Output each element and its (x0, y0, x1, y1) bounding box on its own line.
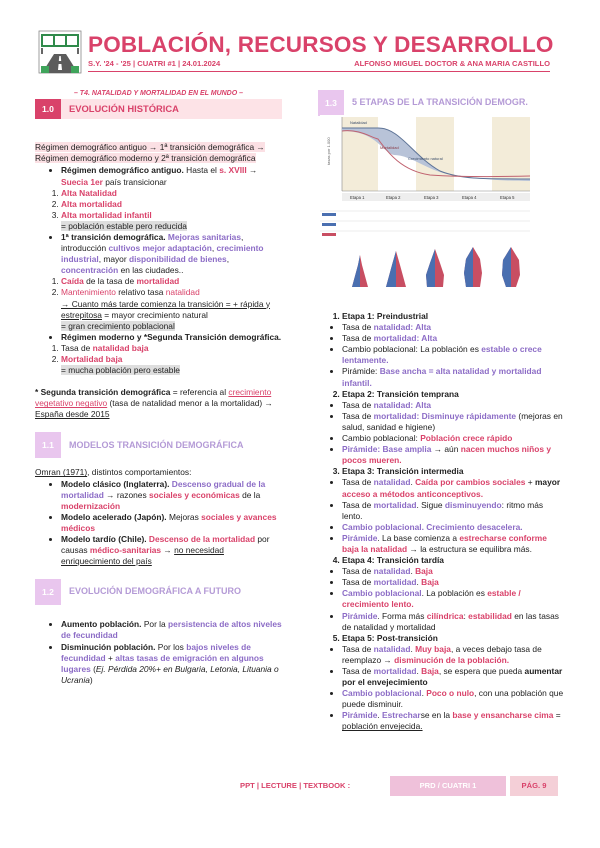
section-1-2-header (35, 579, 282, 605)
legend-mortalidad: Mortalidad (380, 145, 399, 150)
list-item: • Cambio poblacional. Crecimiento desacelera. (342, 522, 565, 533)
highway-sign-icon (38, 30, 82, 74)
demographic-transition-figure (320, 115, 532, 293)
list-item: • Modelo acelerado (Japón). Mejoras sociales y avances médicos (61, 512, 282, 534)
list-item: • Modelo clásico (Inglaterra). Descenso gradual de la mortalidad → razones sociales y económicas de la modernización (61, 479, 282, 512)
stage-label: Etapa 1 (350, 195, 365, 200)
list-item: 2. Mortalidad baja = mucha población pero estable (61, 354, 282, 376)
list-item: • Tasa de mortalidad: Disminuye rápidamente (mejoras en salud, sanidad e higiene) (342, 411, 565, 433)
footer-sources: PPT | LECTURE | TEXTBOOK : (240, 781, 351, 790)
models-list (35, 479, 282, 568)
stage-heading: 3. Etapa 3: Transición intermedia (342, 466, 565, 477)
stage-1-details (318, 322, 565, 389)
header-divider (88, 71, 550, 72)
list-item: • Modelo tardío (Chile). Descenso de la mortalidad por causas médico-sanitarias → no necesidad enriquecimiento del país (61, 534, 282, 567)
section-number: 1.0 (35, 99, 61, 119)
svg-text:tasas por 1.000: tasas por 1.000 (326, 137, 331, 165)
right-column (318, 90, 563, 116)
list-item: • Tasa de mortalidad. Baja (342, 577, 565, 588)
list-item: • Tasa de mortalidad. Baja, se espera que pueda aumentar por el envejecimiento (342, 666, 565, 688)
list-item: • Pirámide. Estrecharse en la base y ensancharse cima = población envejecida. (342, 710, 565, 732)
list-item: • Disminución población. Por los bajos niveles de fecundidad + altas tasas de emigración en algunos lugares (Ej. Pérdida 20%+ en Bulgaria, Letonia, Lituania o Ucrania) (61, 642, 282, 686)
stage-list (318, 311, 565, 322)
stage-4-details (318, 566, 565, 633)
stage-3-details (318, 477, 565, 555)
stages-text (318, 311, 565, 733)
modern-features (35, 343, 282, 376)
stage-heading: 5. Etapa 5: Post-transición (342, 633, 565, 644)
section-1-3-header (318, 90, 563, 116)
section-title: MODELOS TRANSICIÓN DEMOGRÁFICA (69, 439, 244, 450)
list-item: 2. Mantenimiento relativo tasa natalidad → Cuanto más tarde comienza la transición = + rápida y estrepitosa = mayor crecimiento natural = gran crecimiento poblacional (61, 287, 282, 331)
footer-course: PRD / CUATRI 1 (390, 776, 506, 796)
list-item: • Pirámide. La base comienza a estrecharse conforme baja la natalidad → la estructura se equilibra más. (342, 533, 565, 555)
list-item: 3. Alta mortalidad infantil = población estable pero reducida (61, 210, 282, 232)
section-number: 1.1 (35, 432, 61, 458)
list-item: • Régimen moderno y *Segunda Transición demográfica. (61, 332, 282, 343)
unit-label: – T4. NATALIDAD Y MORTALIDAD EN EL MUNDO – (73, 90, 244, 97)
list-item: • 1ª transición demográfica. Mejoras sanitarias, introducción cultivos mejor adaptación, crecimiento industrial, mayor disponibilidad de bienes, concentración en las ciudades.. (61, 232, 282, 276)
modern-list (35, 332, 282, 343)
section-number: 1.3 (318, 90, 344, 116)
page-number: PÁG. 9 (510, 776, 558, 796)
course-meta: S.Y. '24 - '25 | CUATRI #1 | 24.01.2024 (88, 59, 221, 68)
list-item: • Régimen demográfico antiguo. Hasta el s. XVIII → Suecia 1er país transicionar (61, 165, 282, 187)
list-item: • Tasa de natalidad: Alta (342, 400, 565, 411)
section-number: 1.2 (35, 579, 61, 605)
list-item: • Tasa de mortalidad: Alta (342, 333, 565, 344)
list-item: • Pirámide: Base amplia → aún nacen muchos niños y pocos mueren. (342, 444, 565, 466)
stage-label: Etapa 2 (386, 195, 401, 200)
section-title: EVOLUCIÓN DEMOGRÁFICA A FUTURO (69, 586, 241, 597)
legend-natalidad: Natalidad (350, 120, 367, 125)
omran-intro: Omran (1971), distintos comportamientos: (35, 467, 192, 478)
antiguo-features (35, 188, 282, 232)
page-header (0, 0, 600, 80)
list-item: 1. Tasa de natalidad baja (61, 343, 282, 354)
list-item: • Tasa de natalidad. Caída por cambios sociales + mayor acceso a métodos anticonceptivos. (342, 477, 565, 499)
historical-list (35, 165, 282, 187)
page-meta (88, 59, 550, 69)
page-title: POBLACIÓN, RECURSOS Y DESARROLLO (88, 32, 554, 57)
transition-list (35, 232, 282, 276)
section-title: EVOLUCIÓN HISTÓRICA (69, 103, 179, 115)
list-item: • Tasa de natalidad: Alta (342, 322, 565, 333)
stage-label: Etapa 3 (424, 195, 439, 200)
authors: ALFONSO MIGUEL DOCTOR & ANA MARIA CASTILLO (354, 59, 550, 68)
list-item: • Pirámide: Base ancha = alta natalidad y mortalidad infantil. (342, 366, 565, 388)
list-item: 2. Alta mortalidad (61, 199, 282, 210)
list-item: • Tasa de natalidad. Muy baja, a veces debajo tasa de reemplazo → disminución de la población. (342, 644, 565, 666)
list-item: • Tasa de natalidad. Baja (342, 566, 565, 577)
list-item: • Tasa de mortalidad. Sigue disminuyendo: ritmo más lento. (342, 500, 565, 522)
list-item: • Cambio poblacional. Poco o nulo, con una población que puede disminuir. (342, 688, 565, 710)
list-item: 1. Alta Natalidad (61, 188, 282, 199)
regime-intro: Régimen demográfico antiguo → 1ª transición demográfica → Régimen demográfico moderno y 2ª transición demográfica (35, 142, 265, 164)
section-title: 5 ETAPAS DE LA TRANSICIÓN DEMOGR. (352, 97, 528, 108)
second-transition-note: * Segunda transición demográfica = referencia al crecimiento vegetativo negativo (tasa de natalidad menor a la mortalidad) → España desde 2015 (35, 387, 273, 420)
list-item: • Cambio poblacional. La población es estable / crecimiento lento. (342, 588, 565, 610)
stage-heading: 4. Etapa 4: Transición tardía (342, 555, 565, 566)
future-list (35, 619, 282, 686)
legend-crecimiento: Crecimiento natural (408, 156, 443, 161)
stage-label: Etapa 5 (500, 195, 515, 200)
left-column (35, 89, 282, 686)
stage-2-details (318, 400, 565, 467)
list-item: • Cambio poblacional: La población es estable o crece lentamente. (342, 344, 565, 366)
list-item: 1. Caída de la tasa de mortalidad (61, 276, 282, 287)
list-item: • Cambio poblacional: Población crece rápido (342, 433, 565, 444)
section-1-1-header (35, 432, 282, 458)
stage-label: Etapa 4 (462, 195, 477, 200)
stage-5-details (318, 644, 565, 733)
transition-features (35, 276, 282, 331)
list-item: • Aumento población. Por la persistencia de altos niveles de fecundidad (61, 619, 282, 641)
list-item: • Pirámide. Forma más cilíndrica: estabilidad en las tasas de natalidad y mortalidad (342, 611, 565, 633)
section-1-0-header (35, 99, 282, 119)
stage-heading: 1. Etapa 1: Preindustrial (342, 311, 565, 322)
stage-heading: 2. Etapa 2: Transición temprana (342, 389, 565, 400)
page-footer (240, 776, 558, 796)
